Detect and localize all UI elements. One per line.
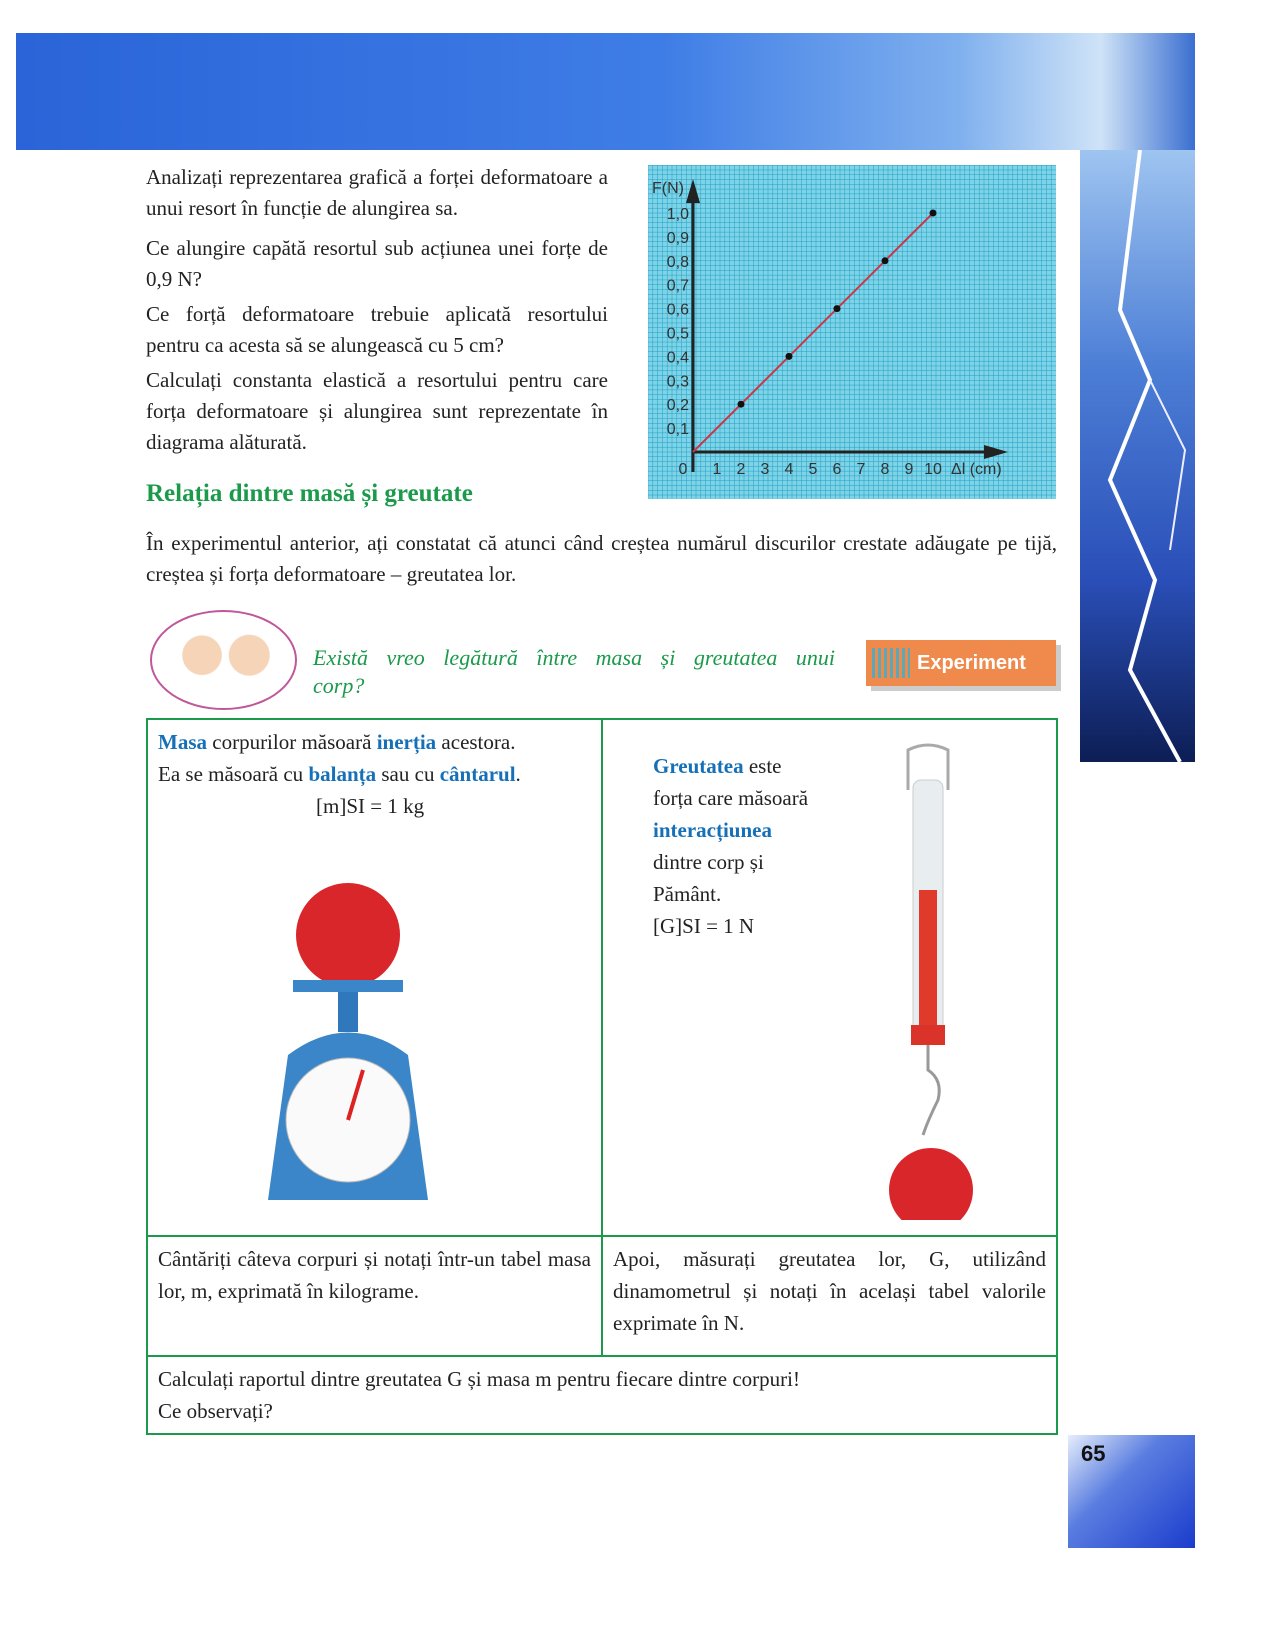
section-title: Relația dintre masă și greutate: [146, 480, 473, 507]
data-point: [786, 353, 793, 360]
x-tick-label: 9: [904, 461, 914, 478]
y-tick-label: 0,3: [666, 373, 689, 391]
children-illustration: [150, 610, 297, 710]
y-tick-label: 0,1: [666, 421, 689, 439]
x-tick-label: 10: [924, 461, 942, 478]
y-tick-label: 0,8: [666, 253, 689, 271]
mass-cell: Masa corpurilor măsoară inerția acestora. Ea se măsoară cu balanța sau cu cântarul. [m]SI = 1 kg: [147, 719, 602, 1236]
data-point: [930, 210, 937, 217]
dots-icon: [872, 648, 910, 678]
lightning-image: [1080, 150, 1195, 762]
intro-paragraph-2: Ce alungire capătă resortul sub acțiunea unei forțe de 0,9 N?: [146, 236, 608, 291]
weight-cell: Greutatea este forța care măsoară interacțiunea dintre corp și Pământ. [G]SI = 1 N: [602, 719, 1057, 1236]
y-tick-label: 0,4: [666, 349, 689, 367]
y-tick-label: 0,5: [666, 325, 689, 343]
ratio-instruction: Calculați raportul dintre greutatea G și masa m pentru fiecare dintre corpuri! Ce observați?: [147, 1356, 1057, 1434]
page-number-box: [1068, 1435, 1195, 1548]
data-point: [738, 401, 745, 408]
intro-paragraph-4: Calculați constanta elastică a resortului pentru care forța deformatoare și alungirea sunt reprezentate în diagrama alăturată.: [146, 368, 608, 454]
x-tick-label: 0: [678, 461, 688, 478]
data-point: [882, 257, 889, 264]
force-elongation-chart: [648, 165, 1056, 499]
x-tick-label: 8: [880, 461, 890, 478]
x-tick-label: 7: [856, 461, 866, 478]
weight-unit: [G]SI = 1 N: [653, 914, 755, 938]
y-tick-label: 0,2: [666, 397, 689, 415]
weight-instruction: Apoi, măsurați greutatea lor, G, utilizând dinamometrul și notați în același tabel valorile exprimate în N.: [602, 1236, 1057, 1356]
header-band: [16, 33, 1195, 150]
x-tick-label: 6: [832, 461, 842, 478]
y-tick-label: 0,6: [666, 301, 689, 319]
y-tick-label: 1,0: [666, 206, 689, 223]
page-number: 65: [1081, 1441, 1106, 1466]
x-tick-label: 3: [760, 461, 770, 478]
y-axis-label: F(N): [652, 180, 684, 197]
y-tick-label: 0,9: [666, 229, 689, 247]
data-point: [834, 305, 841, 312]
dynamometer-with-apple-image: [883, 740, 983, 1220]
x-tick-label: 4: [784, 461, 794, 478]
intro-paragraph-1: Analizați reprezentarea grafică a forței deformatoare a unui resort în funcție de alungirea sa.: [146, 165, 608, 220]
x-tick-label: 2: [736, 461, 746, 478]
section-text: În experimentul anterior, ați constatat că atunci când creștea numărul discurilor crestate adăugate pe tijă, creștea și forța deformatoare – greutatea lor.: [146, 531, 1057, 586]
x-tick-label: 1: [712, 461, 722, 478]
question-text-cont: corp?: [313, 673, 365, 698]
question-text: Există vreo legătură între masa și greutatea unui: [313, 645, 835, 670]
y-tick-label: 0,7: [666, 277, 689, 295]
experiment-table: [146, 718, 1058, 1435]
scale-with-apple-image: [263, 880, 433, 1210]
mass-unit: [m]SI = 1 kg: [316, 794, 425, 818]
intro-paragraph-3: Ce forță deformatoare trebuie aplicată resortului pentru ca acesta să se alungească cu 5 cm?: [146, 302, 608, 357]
mass-instruction: Cântăriți câteva corpuri și notați într-un tabel masa lor, m, exprimată în kilograme.: [147, 1236, 602, 1356]
x-tick-label: 5: [808, 461, 818, 478]
x-axis-label: Δl (cm): [951, 461, 1002, 478]
experiment-label: Experiment: [866, 640, 1056, 686]
